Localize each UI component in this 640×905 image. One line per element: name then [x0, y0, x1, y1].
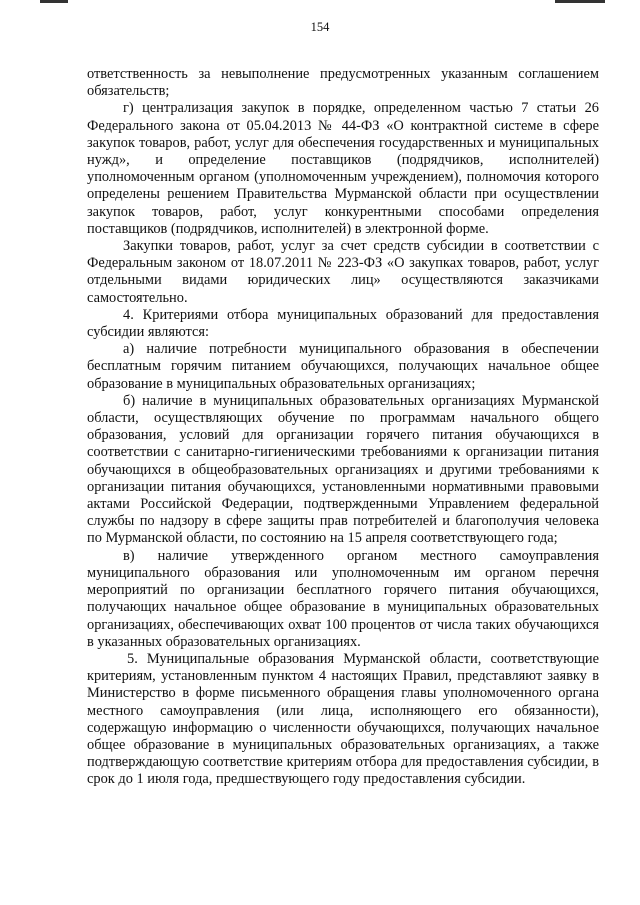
- paragraph-item-b: б) наличие в муниципальных образовательных организациях Мурманской области, осуществляющих обучение по программам начального общего образования, условий для организации горячего питания обучающихся в соответствии с санитарно-гигиеническими требованиями к организации питания обучающихся в общеобразовательных организациях и другими требованиями к организации питания обучающихся, установленными нормативными правовыми актами Российской Федерации, подтвержденными Управлением федеральной службы по надзору в сфере защиты прав потребителей и благополучия человека по Мурманской области, по состоянию на 15 апреля соответствующего года;: [87, 392, 599, 547]
- scan-edge-mark-right: [555, 0, 605, 3]
- paragraph-continuation: ответственность за невыполнение предусмотренных указанным соглашением обязательств;: [87, 66, 599, 100]
- page-number: 154: [310, 20, 330, 34]
- paragraph-item-v: в) наличие утвержденного органом местного самоуправления муниципального образования или уполномоченным им органом перечня мероприятий по организации бесплатного горячего питания обучающихся, получающих начальное общее образование в муниципальных образовательных организациях, обеспечивающих охват 100 процентов от числа таких обучающихся в указанных образовательных организациях.: [87, 547, 599, 650]
- paragraph-section-5: 5. Муниципальные образования Мурманской области, соответствующие критериям, установленным пунктом 4 настоящих Правил, представляют заявку в Министерство в форме письменного обращения главы уполномоченного органа местного самоуправления (или лица, исполняющего его обязанности), содержащую информацию о численности обучающихся, получающих начальное общее образование в муниципальных образовательных организациях, а также подтверждающую соответствие критериям отбора для предоставления субсидии, в срок до 1 июля года, предшествующего году предоставления субсидии.: [87, 650, 599, 788]
- document-body: [87, 66, 599, 789]
- paragraph-item-g: г) централизация закупок в порядке, определенном частью 7 статьи 26 Федерального закона от 05.04.2013 № 44-ФЗ «О контрактной системе в сфере закупок товаров, работ, услуг для обеспечения государственных и муниципальных нужд», и определение поставщиков (подрядчиков, исполнителей) уполномоченным органом (уполномоченным учреждением), полномочия которого определены решением Правительства Мурманской области при осуществлении закупок товаров, работ, услуг конкурентными способами определения поставщиков (подрядчиков, исполнителей) в электронной форме.: [87, 100, 599, 237]
- scan-edge-mark-left: [40, 0, 68, 3]
- paragraph-section-4: 4. Критериями отбора муниципальных образований для предоставления субсидии являются:: [87, 306, 599, 341]
- paragraph-item-a: а) наличие потребности муниципального образования в обеспечении бесплатным горячим питанием обучающихся, получающих начальное общее образование в муниципальных образовательных организациях;: [87, 341, 599, 392]
- paragraph-procurement: Закупки товаров, работ, услуг за счет средств субсидии в соответствии с Федеральным законом от 18.07.2011 № 223-ФЗ «О закупках товаров, работ, услуг отдельными видами юридических лиц» осуществляются заказчиками самостоятельно.: [87, 238, 599, 306]
